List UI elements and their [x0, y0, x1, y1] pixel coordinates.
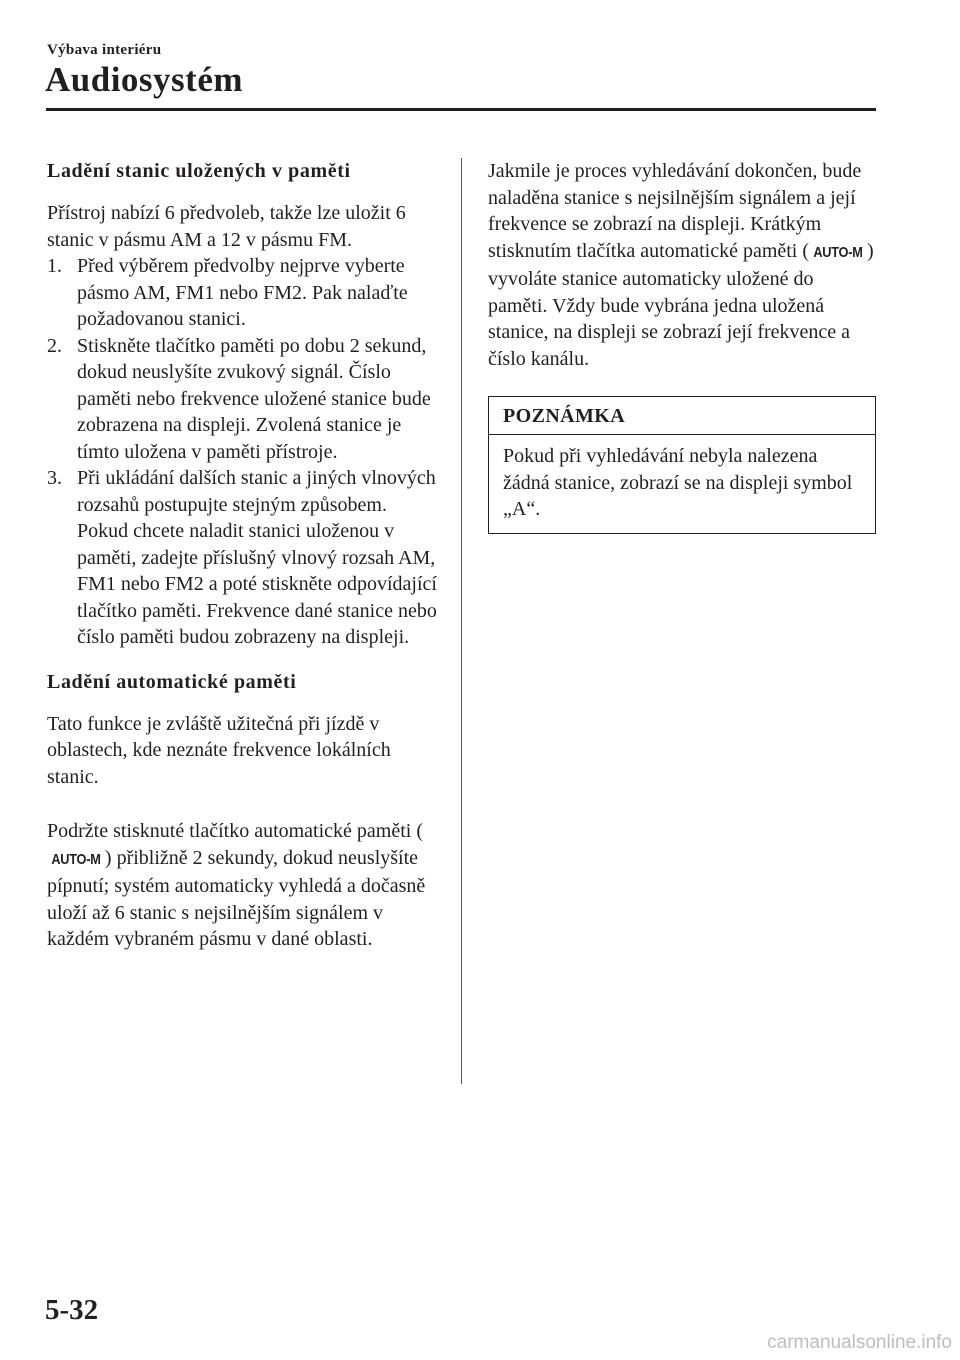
instructions-text-start: Podržte stisknuté tlačítko automatické paměti ( [47, 820, 424, 842]
auto-memory-description: Tato funkce je zvláště užitečná při jízdě v oblastech, kde neznáte frekvence lokálních stanic. [47, 712, 391, 788]
note-title: POZNÁMKA [489, 397, 875, 435]
page-number: 5-32 [45, 1294, 99, 1326]
note-text: Pokud při vyhledávání nebyla nalezena žádná stanice, zobrazí se na displeji symbol „A“. [503, 445, 853, 520]
search-complete-paragraph [488, 158, 876, 372]
instructions-text-end: ) přibližně 2 sekundy, dokud neuslyšíte pípnutí; systém automaticky vyhledá a dočasně uloží až 6 stanic s nejsilnějším signálem v každém vybraném pásmu v dané oblasti. [47, 846, 426, 950]
column-divider [461, 158, 462, 1084]
auto-m-button-label: AUTO-M [813, 243, 863, 261]
auto-memory-instructions [47, 818, 442, 953]
header-rule [46, 108, 876, 111]
paragraph-text-end: ) vyvoláte stanice automaticky uložené do paměti. Vždy bude vybrána jedna uložená stanice, na displeji se zobrazí její frekvence a číslo kanálu. [488, 239, 874, 370]
step-number: 3. [47, 467, 62, 489]
list-item [47, 465, 442, 651]
page-title: Audiosystém [45, 60, 244, 99]
steps-list [47, 253, 442, 651]
list-item [47, 333, 442, 466]
step-number: 2. [47, 334, 62, 357]
heading-auto-memory: Ladění automatické paměti [47, 670, 297, 693]
step-number: 1. [47, 255, 62, 277]
step-text: Při ukládání dalších stanic a jiných vlnových rozsahů postupujte stejným způsobem. Pokud chcete naladit stanici uloženou v paměti, zadejte příslušný vlnový rozsah AM, FM1 nebo FM2 a poté stiskněte odpovídající tlačítko paměti. Frekvence dané stanice nebo číslo paměti budou zobrazeny na displeji. [77, 467, 437, 648]
step-text: Před výběrem předvolby nejprve vyberte pásmo AM, FM1 nebo FM2. Pak nalaďte požadovanou stanici. [77, 255, 408, 330]
intro-paragraph: Přístroj nabízí 6 předvoleb, takže lze uložit 6 stanic v pásmu AM a 12 v pásmu FM. [47, 202, 406, 251]
watermark: carmanualsonline.info [767, 1332, 952, 1353]
auto-m-button-label: AUTO-M [51, 850, 101, 868]
note-box [488, 396, 876, 534]
right-column [488, 158, 876, 534]
section-label: Výbava interiéru [47, 42, 162, 58]
heading-preset-tuning: Ladění stanic uložených v paměti [47, 160, 351, 182]
paragraph-text-start: Jakmile je proces vyhledávání dokončen, bude naladěna stanice s nejsilnějším signálem a její frekvence se zobrazí na displeji. Krátkým stisknutím tlačítka automatické paměti ( [488, 160, 862, 262]
list-item [47, 253, 442, 333]
left-column [47, 158, 442, 967]
step-text: Stiskněte tlačítko paměti po dobu 2 sekund, dokud neuslyšíte zvukový signál. Číslo paměti nebo frekvence uložené stanice bude zobrazena na displeji. Zvolená stanice je tímto uložena v paměti přístroje. [77, 334, 431, 463]
